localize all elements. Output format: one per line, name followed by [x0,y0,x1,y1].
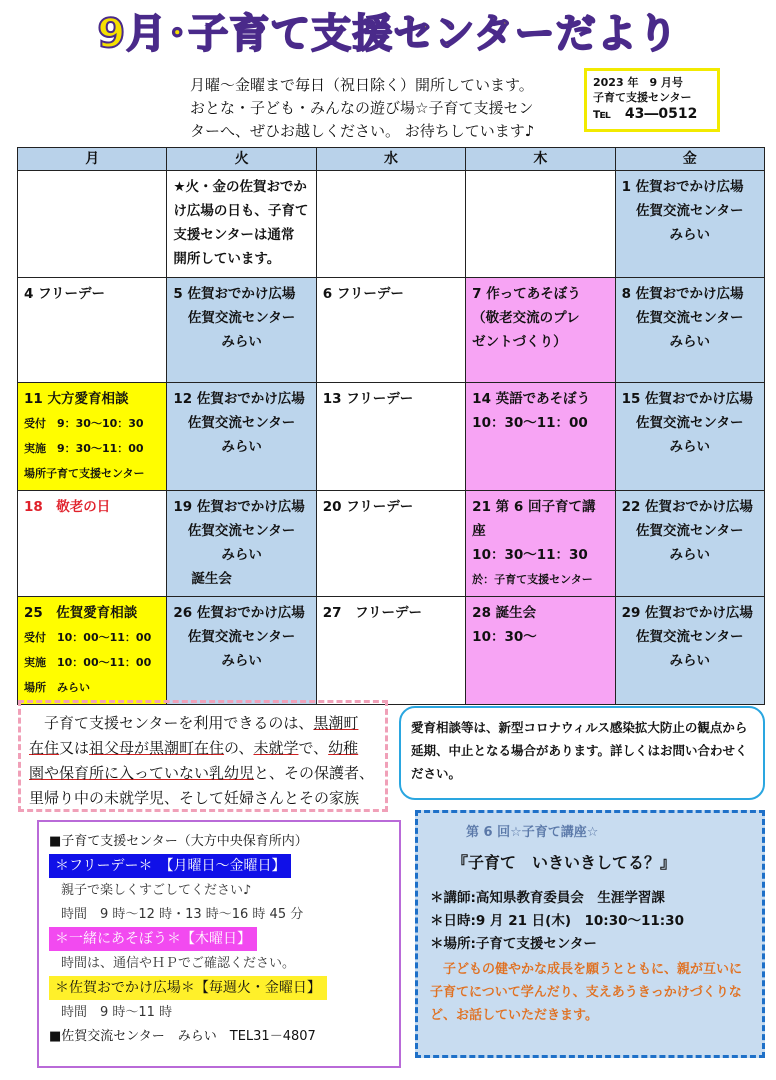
cell-line: 19 佐賀おでかけ広場 [173,499,305,515]
page-title: 9月･子育て支援センターだより [97,11,679,57]
cell-day-11 [18,383,167,491]
cell-line: 受付 10：00～11：00 [24,631,152,644]
cell-day-12 [167,383,316,491]
cell-empty [466,171,615,278]
cell-line: 佐賀交流センター [636,203,744,219]
issue-date: 2023 年 9 月号 [593,76,683,89]
cell-line: 支援センターは通常 [173,227,295,243]
calendar-header-row [18,148,765,171]
cell-line: 佐賀交流センター [636,310,744,326]
cell-line: みらい [669,334,711,350]
asobo-desc: 時間は、通信やＨＰでご確認ください。 [61,956,296,971]
header-wed: 水 [316,148,465,171]
calendar-row [18,597,765,705]
cell-day-22 [615,491,764,597]
cell-line: 佐賀交流センター [187,629,296,645]
intro-text [190,74,585,143]
cell-line: 11 大方愛育相談 [24,391,129,407]
issue-info-box [584,68,720,132]
cell-day-4: 4 フリーデー [18,278,167,383]
cell-line: 1 佐賀おでかけ広場 [621,179,744,195]
cell-line: （敬老交流のプレ [472,310,580,326]
cell-empty [316,171,465,278]
lecture-datetime: ＊日時:9 月 21 日(木) 10:30～11:30 [430,913,684,929]
cell-line: 29 佐賀おでかけ広場 [621,605,753,621]
lecture-title: 『子育て いきいきしてる？』 [452,853,677,872]
schedule-box [37,820,401,1068]
lecture-desc: 子どもの健やかな成長を願うとともに、親が互いに子育てについて学んだり、支えあうきっかけづくりなど、お話していただきます。 [430,962,743,1023]
cell-line: 於：子育て支援センター [472,573,593,586]
cell-line: 7 作ってあそぼう [472,286,581,302]
cell-day-19 [167,491,316,597]
cell-day-21 [466,491,615,597]
cell-day-6: 6 フリーデー [316,278,465,383]
schedule-heading: ■子育て支援センター（大方中央保育所内） [49,834,308,849]
freeday-time: 時間 9 時～12 時・13 時～16 時 45 分 [61,907,304,922]
cell-line: 5 佐賀おでかけ広場 [173,286,296,302]
cell-line: みらい [669,227,711,243]
cell-line: 佐賀交流センター [187,310,296,326]
cell-line: 実施 10：00～11：00 [24,656,152,669]
calendar-row [18,491,765,597]
cell-line: みらい [221,547,262,563]
cell-day-29 [615,597,764,705]
cell-line: 佐賀交流センター [636,415,744,431]
cell-line: ゼントづくり） [472,334,567,350]
lecture-heading: 第 6 回☆子育て講座☆ [466,825,599,840]
cell-line: みらい [221,439,262,455]
issue-tel: ℡ 43―0512 [593,106,698,122]
header-fri: 金 [615,148,764,171]
cell-line: 佐賀交流センター [636,523,744,539]
cell-line: 8 佐賀おでかけ広場 [621,286,744,302]
cell-line: みらい [221,334,262,350]
eligibility-underline: 未就学 [253,739,299,757]
cell-line: 21 第 6 回子育て講座 [472,499,596,539]
cell-line: け広場の日も、子育て [173,203,309,219]
cell-day-27: 27 フリーデー [316,597,465,705]
lecture-lecturer: ＊講師:高知県教育委員会 生涯学習課 [430,890,665,906]
saga-label: ＊佐賀おでかけ広場＊【毎週火・金曜日】 [49,976,327,1000]
cell-day-18: 18 敬老の日 [18,491,167,597]
eligibility-underline: 園や保育所に入っていない乳幼児 [29,764,255,782]
eligibility-underline: 黒潮町 [313,714,359,732]
cell-day-8 [615,278,764,383]
cell-day-5 [167,278,316,383]
header-mon: 月 [18,148,167,171]
issue-org: 子育て支援センター [593,91,692,104]
cell-line: 22 佐賀おでかけ広場 [621,499,753,515]
cell-line: みらい [669,439,711,455]
header-tue: 火 [167,148,316,171]
cell-day-1 [615,171,764,278]
cell-day-13: 13 フリーデー [316,383,465,491]
calendar-row [18,278,765,383]
cell-line: 15 佐賀おでかけ広場 [621,391,753,407]
eligibility-text: で、 [298,739,329,757]
cell-line: 誕生会 [191,571,232,587]
cell-line: 実施 9：30～11：00 [24,442,144,455]
eligibility-underline: 在住 [29,739,60,757]
eligibility-text: と、その保護者、 [254,764,375,782]
cell-line: 佐賀交流センター [636,629,744,645]
cell-line: 佐賀交流センター [187,415,296,431]
cell-day-28 [466,597,615,705]
saga-time: 時間 9 時～11 時 [61,1005,173,1020]
header-thu: 木 [466,148,615,171]
cell-line: 12 佐賀おでかけ広場 [173,391,305,407]
asobo-label: ＊一緒にあそぼう＊【木曜日】 [49,927,257,951]
eligibility-box [18,700,388,812]
calendar-table [17,147,765,705]
cell-line: 10：30～11：30 [472,547,588,563]
cell-line: 10：30～ [472,629,537,645]
eligibility-text: の、 [224,739,254,757]
cell-line: 佐賀交流センター [187,523,296,539]
cell-day-25 [18,597,167,705]
freeday-label: ＊フリーデー＊ 【月曜日～金曜日】 [49,854,291,878]
cell-line: 場所子育て支援センター [24,467,145,480]
cell-line: みらい [669,653,711,669]
cell-day-26 [167,597,316,705]
cell-line: 28 誕生会 [472,605,537,621]
cell-line: 26 佐賀おでかけ広場 [173,605,305,621]
intro-line: ターへ、ぜひお越しください。 お待ちしています♪ [190,122,535,140]
cell-line: みらい [221,653,262,669]
schedule-footer: ■佐賀交流センター みらい TEL31－4807 [49,1029,316,1044]
cell-day-7 [466,278,615,383]
lecture-place: ＊場所:子育て支援センター [430,936,597,952]
notice-box: 愛育相談等は、新型コロナウィルス感染拡大防止の観点から延期、中止となる場合があります。詳しくはお問い合わせください。 [399,706,765,800]
cell-empty [18,171,167,278]
freeday-desc: 親子で楽しくすごしてください♪ [61,883,252,898]
eligibility-underline: 幼稚 [328,739,359,757]
cell-line: 開所しています。 [173,251,281,267]
cell-line: 14 英語であそぼう [472,391,591,407]
lecture-box [415,810,765,1058]
calendar-row [18,383,765,491]
cell-day-14 [466,383,615,491]
cell-line: ★火・金の佐賀おでか [173,179,307,195]
eligibility-text: 子育て支援センターを利用できるのは、 [29,714,314,732]
calendar-row [18,171,765,278]
intro-line: 月曜～金曜まで毎日（祝日除く）開所しています。 [190,76,534,94]
eligibility-underline: 祖父母が黒潮町在住 [89,739,225,757]
cell-day-20: 20 フリーデー [316,491,465,597]
cell-note [167,171,316,278]
cell-day-15 [615,383,764,491]
eligibility-text: 又は [59,739,90,757]
eligibility-text: 里帰り中の未就学児、そして妊婦さんとその家族 [29,789,360,807]
cell-line: 場所 みらい [24,681,90,694]
cell-line: 10：30～11：00 [472,415,588,431]
cell-line: 受付 9：30～10：30 [24,417,144,430]
intro-line: おとな・子ども・みんなの遊び場☆子育て支援セン [190,99,534,117]
cell-line: 25 佐賀愛育相談 [24,605,138,621]
cell-line: みらい [669,547,711,563]
